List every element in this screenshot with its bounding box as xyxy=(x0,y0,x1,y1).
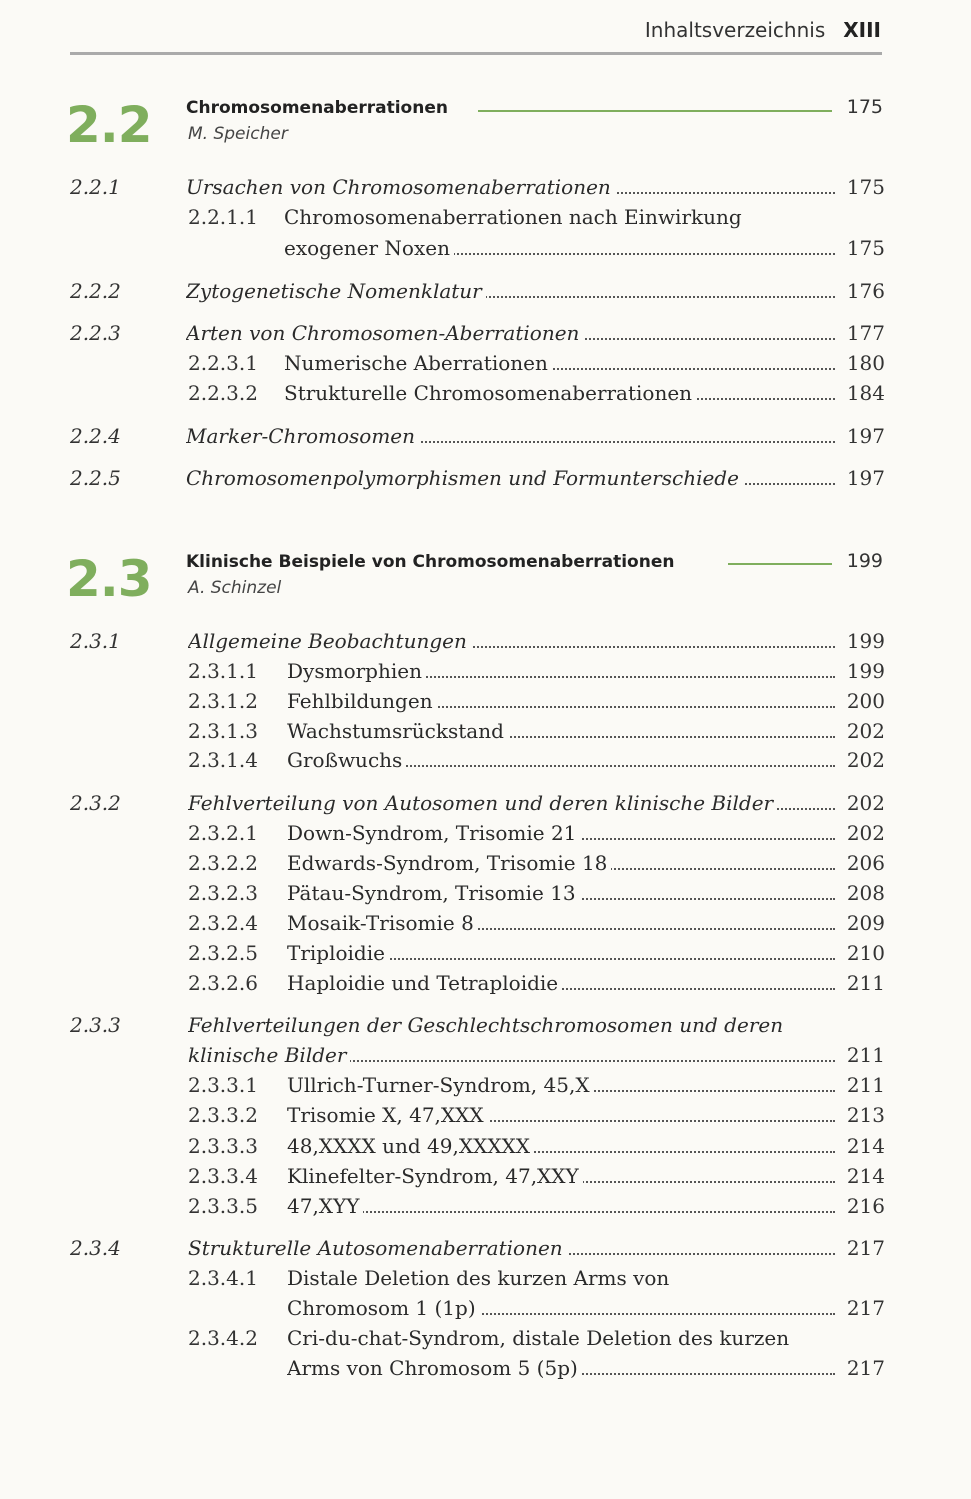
toc-entry-2-3-4[interactable] xyxy=(0,1233,971,1263)
toc-entry-2-3-3-2[interactable] xyxy=(0,1100,971,1130)
section-rule xyxy=(728,563,832,565)
entry-page: 180 xyxy=(846,351,885,375)
toc-entry-2-3-1-2[interactable] xyxy=(0,686,971,716)
entry-page: 197 xyxy=(846,424,885,448)
entry-page: 211 xyxy=(846,1073,885,1097)
entry-page: 202 xyxy=(846,821,885,845)
entry-number: 2.3.3.5 xyxy=(188,1194,258,1218)
section-number: 2.3 xyxy=(66,550,152,608)
toc-entry-2-2-1-1-cont[interactable] xyxy=(0,233,971,263)
entry-number: 2.3.1.3 xyxy=(188,719,258,743)
entry-number: 2.3.2.3 xyxy=(188,881,258,905)
toc-entry-2-3-1-4[interactable] xyxy=(0,745,971,775)
header-rule xyxy=(70,52,882,55)
entry-title: Allgemeine Beobachtungen xyxy=(188,629,471,653)
entry-title-wrap xyxy=(287,1131,835,1161)
entry-number: 2.2.4 xyxy=(70,424,121,448)
entry-number: 2.3.2 xyxy=(70,791,121,815)
entry-title-wrap xyxy=(287,848,835,878)
entry-page: 210 xyxy=(846,941,885,965)
entry-page: 213 xyxy=(846,1103,885,1127)
toc-entry-2-2-1-1[interactable] xyxy=(0,202,971,232)
toc-entry-2-3-3-4[interactable] xyxy=(0,1161,971,1191)
entry-title: Pätau-Syndrom, Trisomie 13 xyxy=(287,881,580,905)
entry-title: Arten von Chromosomen-Aberrationen xyxy=(186,321,583,345)
entry-title: Triploidie xyxy=(287,941,389,965)
entry-title-line2: klinische Bilder xyxy=(188,1043,350,1067)
entry-title-wrap xyxy=(287,716,835,746)
entry-title-wrap xyxy=(287,878,835,908)
toc-entry-2-3-3-1[interactable] xyxy=(0,1070,971,1100)
entry-title-wrap xyxy=(287,968,835,998)
toc-entry-2-3-2-6[interactable] xyxy=(0,968,971,998)
entry-number: 2.3.2.4 xyxy=(188,911,258,935)
section-number: 2.2 xyxy=(66,96,152,154)
entry-number: 2.3.2.1 xyxy=(188,821,258,845)
toc-entry-2-3-4-2[interactable] xyxy=(0,1323,971,1353)
entry-title-wrap xyxy=(287,656,835,686)
entry-title-wrap xyxy=(287,1161,835,1191)
toc-entry-2-2-3-2[interactable] xyxy=(0,378,971,408)
entry-number: 2.3.4.2 xyxy=(188,1326,258,1350)
entry-page: 184 xyxy=(846,381,885,405)
entry-title-wrap xyxy=(287,818,835,848)
entry-title-wrap xyxy=(287,745,835,775)
entry-title-wrap xyxy=(284,378,835,408)
toc-entry-2-3-4-2-cont[interactable] xyxy=(0,1353,971,1383)
entry-title-wrap xyxy=(287,1191,835,1221)
entry-page: 202 xyxy=(846,791,885,815)
toc-entry-2-2-5[interactable] xyxy=(0,463,971,493)
entry-title: Mosaik-Trisomie 8 xyxy=(287,911,478,935)
entry-title-wrap xyxy=(188,1233,835,1263)
entry-title: Ursachen von Chromosomenaberrationen xyxy=(186,175,615,199)
entry-page: 199 xyxy=(846,629,885,653)
entry-title: Trisomie X, 47,XXX xyxy=(287,1103,488,1127)
entry-title: Down-Syndrom, Trisomie 21 xyxy=(287,821,580,845)
entry-title-wrap xyxy=(186,172,835,202)
toc-entry-2-3-2-3[interactable] xyxy=(0,878,971,908)
entry-title: Zytogenetische Nomenklatur xyxy=(186,279,486,303)
section-author: A. Schinzel xyxy=(188,578,282,598)
entry-page: 175 xyxy=(846,175,885,199)
entry-title-wrap xyxy=(186,421,835,451)
entry-title: Fehlbildungen xyxy=(287,689,437,713)
entry-page: 211 xyxy=(846,971,885,995)
entry-title-wrap xyxy=(287,1353,835,1383)
entry-page: 217 xyxy=(846,1296,885,1320)
entry-number: 2.2.3 xyxy=(70,321,121,345)
toc-entry-2-2-3-1[interactable] xyxy=(0,348,971,378)
entry-number: 2.3.1.2 xyxy=(188,689,258,713)
section-title: Chromosomenaberrationen xyxy=(186,98,448,118)
entry-title-wrap xyxy=(287,938,835,968)
entry-title: Wachstumsrückstand xyxy=(287,719,508,743)
entry-title-line2: Chromosom 1 (1p) xyxy=(287,1296,480,1320)
entry-number: 2.3.2.6 xyxy=(188,971,258,995)
toc-entry-2-3-1[interactable] xyxy=(0,626,971,656)
entry-page: 211 xyxy=(846,1043,885,1067)
entry-title-wrap xyxy=(188,788,835,818)
entry-number: 2.3.3.4 xyxy=(188,1164,258,1188)
entry-title-line1: Chromosomenaberrationen nach Einwirkung xyxy=(284,205,742,229)
toc-entry-2-3-4-1[interactable] xyxy=(0,1263,971,1293)
entry-page: 208 xyxy=(846,881,885,905)
toc-entry-2-3-2-4[interactable] xyxy=(0,908,971,938)
running-title: Inhaltsverzeichnis xyxy=(644,18,826,42)
entry-title: Fehlverteilung von Autosomen und deren klinische Bilder xyxy=(188,791,777,815)
section-author: M. Speicher xyxy=(188,124,288,144)
toc-entry-2-3-2-1[interactable] xyxy=(0,818,971,848)
toc-entry-2-3-3[interactable] xyxy=(0,1010,971,1040)
toc-entry-2-2-4[interactable] xyxy=(0,421,971,451)
entry-title: Haploidie und Tetraploidie xyxy=(287,971,562,995)
entry-page: 217 xyxy=(846,1356,885,1380)
entry-title-wrap xyxy=(186,318,835,348)
entry-number: 2.2.2 xyxy=(70,279,121,303)
entry-page: 209 xyxy=(846,911,885,935)
entry-page: 216 xyxy=(846,1194,885,1218)
entry-title-line1: Distale Deletion des kurzen Arms von xyxy=(287,1266,670,1290)
entry-title: Numerische Aberrationen xyxy=(284,351,552,375)
entry-number: 2.3.3 xyxy=(70,1013,121,1037)
entry-title-line2: exogener Noxen xyxy=(284,236,454,260)
entry-page: 202 xyxy=(846,748,885,772)
entry-page: 197 xyxy=(846,466,885,490)
running-header xyxy=(645,18,881,48)
entry-title-line1: Fehlverteilungen der Geschlechtschromosomen und deren xyxy=(188,1013,784,1037)
entry-title: Edwards-Syndrom, Trisomie 18 xyxy=(287,851,611,875)
entry-number: 2.2.1.1 xyxy=(188,205,258,229)
entry-title-wrap xyxy=(284,233,835,263)
entry-title: Strukturelle Autosomenaberrationen xyxy=(188,1236,567,1260)
entry-title: 47,XYY xyxy=(287,1194,363,1218)
entry-title: Strukturelle Chromosomenaberrationen xyxy=(284,381,696,405)
entry-number: 2.2.5 xyxy=(70,466,121,490)
entry-title: Klinefelter-Syndrom, 47,XXY xyxy=(287,1164,583,1188)
entry-page: 214 xyxy=(846,1134,885,1158)
entry-title-line2: Arms von Chromosom 5 (5p) xyxy=(287,1356,582,1380)
toc-entry-2-3-2-5[interactable] xyxy=(0,938,971,968)
section-page: 175 xyxy=(846,96,883,118)
entry-page: 214 xyxy=(846,1164,885,1188)
entry-page: 217 xyxy=(846,1236,885,1260)
entry-title-wrap xyxy=(287,1070,835,1100)
toc-entry-2-2-1[interactable] xyxy=(0,172,971,202)
entry-title: Großwuchs xyxy=(287,748,406,772)
entry-title: Marker-Chromosomen xyxy=(186,424,419,448)
toc-entry-2-2-3[interactable] xyxy=(0,318,971,348)
entry-number: 2.3.3.3 xyxy=(188,1134,258,1158)
entry-number: 2.3.3.1 xyxy=(188,1073,258,1097)
toc-entry-2-3-1-3[interactable] xyxy=(0,716,971,746)
entry-title: Ullrich-Turner-Syndrom, 45,X xyxy=(287,1073,594,1097)
entry-page: 176 xyxy=(846,279,885,303)
entry-number: 2.3.1 xyxy=(70,629,121,653)
running-page-number: XIII xyxy=(843,18,881,42)
entry-title-wrap xyxy=(188,1040,835,1070)
entry-title-wrap xyxy=(284,348,835,378)
entry-title-wrap xyxy=(186,463,835,493)
entry-page: 202 xyxy=(846,719,885,743)
entry-number: 2.3.1.4 xyxy=(188,748,258,772)
toc-entry-2-3-2[interactable] xyxy=(0,788,971,818)
toc-entry-2-2-2[interactable] xyxy=(0,276,971,306)
toc-entry-2-3-4-1-cont[interactable] xyxy=(0,1293,971,1323)
section-rule xyxy=(478,110,832,112)
entry-page: 199 xyxy=(846,659,885,683)
toc-entry-2-3-1-1[interactable] xyxy=(0,656,971,686)
entry-title-wrap xyxy=(186,276,835,306)
entry-title: Dysmorphien xyxy=(287,659,426,683)
toc-entry-2-3-3-3[interactable] xyxy=(0,1131,971,1161)
entry-title-wrap xyxy=(287,908,835,938)
section-page: 199 xyxy=(846,550,883,572)
entry-number: 2.3.3.2 xyxy=(188,1103,258,1127)
entry-title-wrap xyxy=(287,1293,835,1323)
entry-number: 2.3.1.1 xyxy=(188,659,258,683)
entry-number: 2.2.1 xyxy=(70,175,121,199)
leader-dots xyxy=(287,1211,835,1213)
entry-title-wrap xyxy=(287,1100,835,1130)
entry-number: 2.2.3.2 xyxy=(188,381,258,405)
entry-title: 48,XXXX und 49,XXXXX xyxy=(287,1134,534,1158)
entry-number: 2.3.2.2 xyxy=(188,851,258,875)
entry-number: 2.3.4.1 xyxy=(188,1266,258,1290)
entry-page: 175 xyxy=(846,236,885,260)
toc-entry-2-3-3-cont[interactable] xyxy=(0,1040,971,1070)
entry-page: 206 xyxy=(846,851,885,875)
toc-entry-2-3-2-2[interactable] xyxy=(0,848,971,878)
section-title: Klinische Beispiele von Chromosomenaberrationen xyxy=(186,552,675,572)
entry-title-wrap xyxy=(188,626,835,656)
entry-page: 177 xyxy=(846,321,885,345)
entry-title-line1: Cri-du-chat-Syndrom, distale Deletion des kurzen xyxy=(287,1326,790,1350)
entry-number: 2.3.2.5 xyxy=(188,941,258,965)
entry-number: 2.3.4 xyxy=(70,1236,121,1260)
entry-title: Chromosomenpolymorphismen und Formunterschiede xyxy=(186,466,743,490)
entry-title-wrap xyxy=(287,686,835,716)
toc-entry-2-3-3-5[interactable] xyxy=(0,1191,971,1221)
entry-page: 200 xyxy=(846,689,885,713)
entry-number: 2.2.3.1 xyxy=(188,351,258,375)
